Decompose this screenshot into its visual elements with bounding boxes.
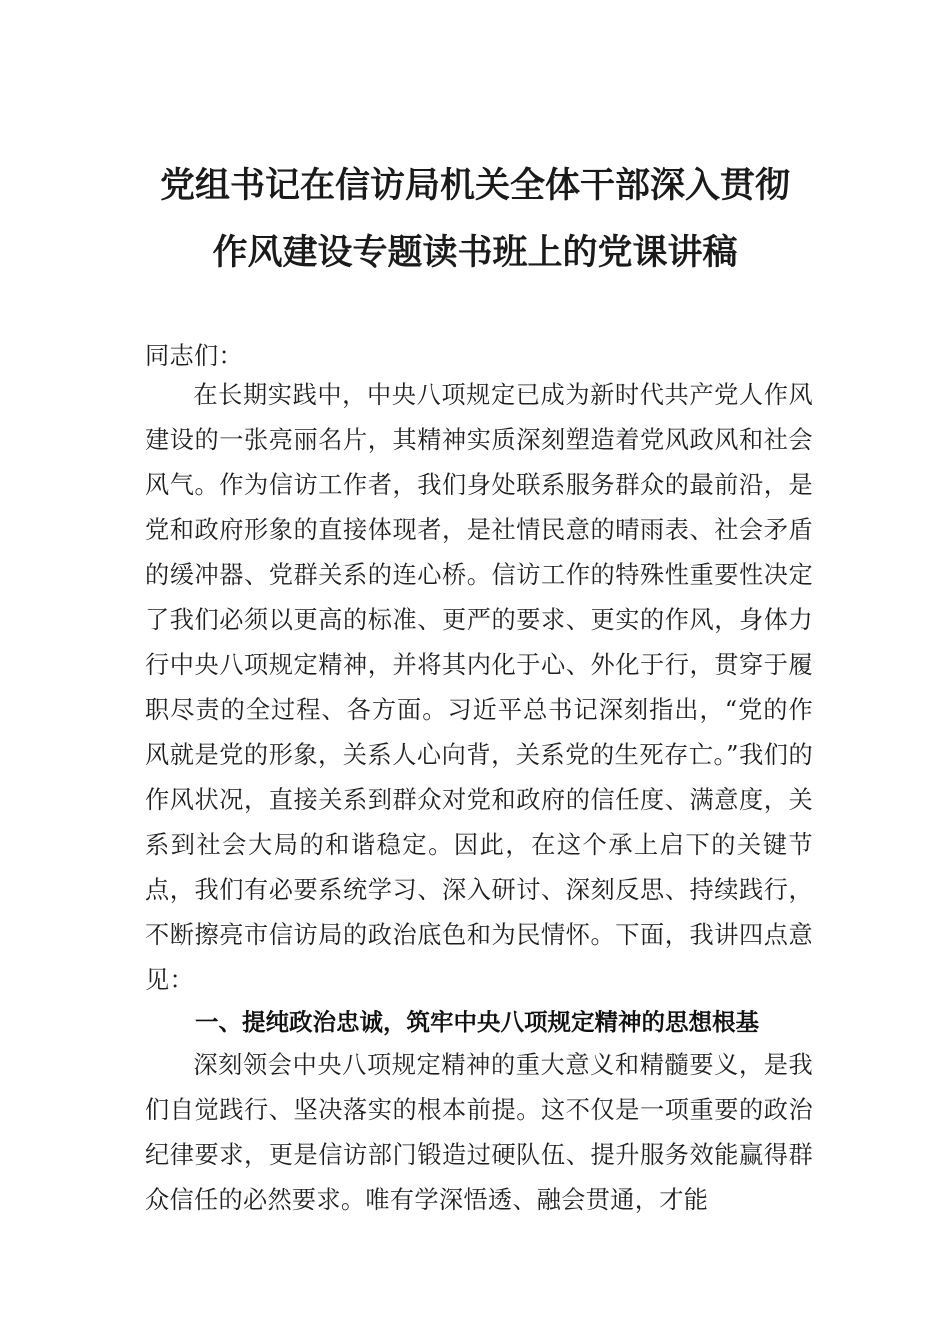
document-title-line-2: 作风建设专题读书班上的党课讲稿 [212, 232, 738, 273]
section-heading-1: 一、提纯政治忠诚，筑牢中央八项规定精神的思想根基 [195, 1008, 759, 1036]
salutation: 同志们： [145, 342, 243, 370]
paragraph-section-1: 深刻领会中央八项规定精神的重大意义和精髓要义，是我们自觉践行、坚决落实的根本前提。这不仅是一项重要的政治纪律要求，更是信访部门锻造过硬队伍、提升服务效能赢得群众信任的必然要求。唯有学深悟透、融会贯通，才能 [145, 1051, 813, 1214]
document-title-line-1: 党组书记在信访局机关全体干部深入贯彻 [159, 165, 790, 206]
paragraph-intro: 在长期实践中，中央八项规定已成为新时代共产党人作风建设的一张亮丽名片，其精神实质深刻塑造着党风政风和社会风气。作为信访工作者，我们身处联系服务群众的最前沿，是党和政府形象的直接体现者，是社情民意的晴雨表、社会矛盾的缓冲器、党群关系的连心桥。信访工作的特殊性重要性决定了我们必须以更高的标准、更严的要求、更实的作风，身体力行中央八项规定精神，并将其内化于心、外化于行，贯穿于履职尽责的全过程、各方面。习近平总书记深刻指出，“党的作风就是党的形象，关系人心向背，关系党的生死存亡。”我们的作风状况，直接关系到群众对党和政府的信任度、满意度，关系到社会大局的和谐稳定。因此，在这个承上启下的关键节点，我们有必要系统学习、深入研讨、深刻反思、持续践行，不断擦亮市信访局的政治底色和为民情怀。下面，我讲四点意见： [145, 381, 813, 994]
